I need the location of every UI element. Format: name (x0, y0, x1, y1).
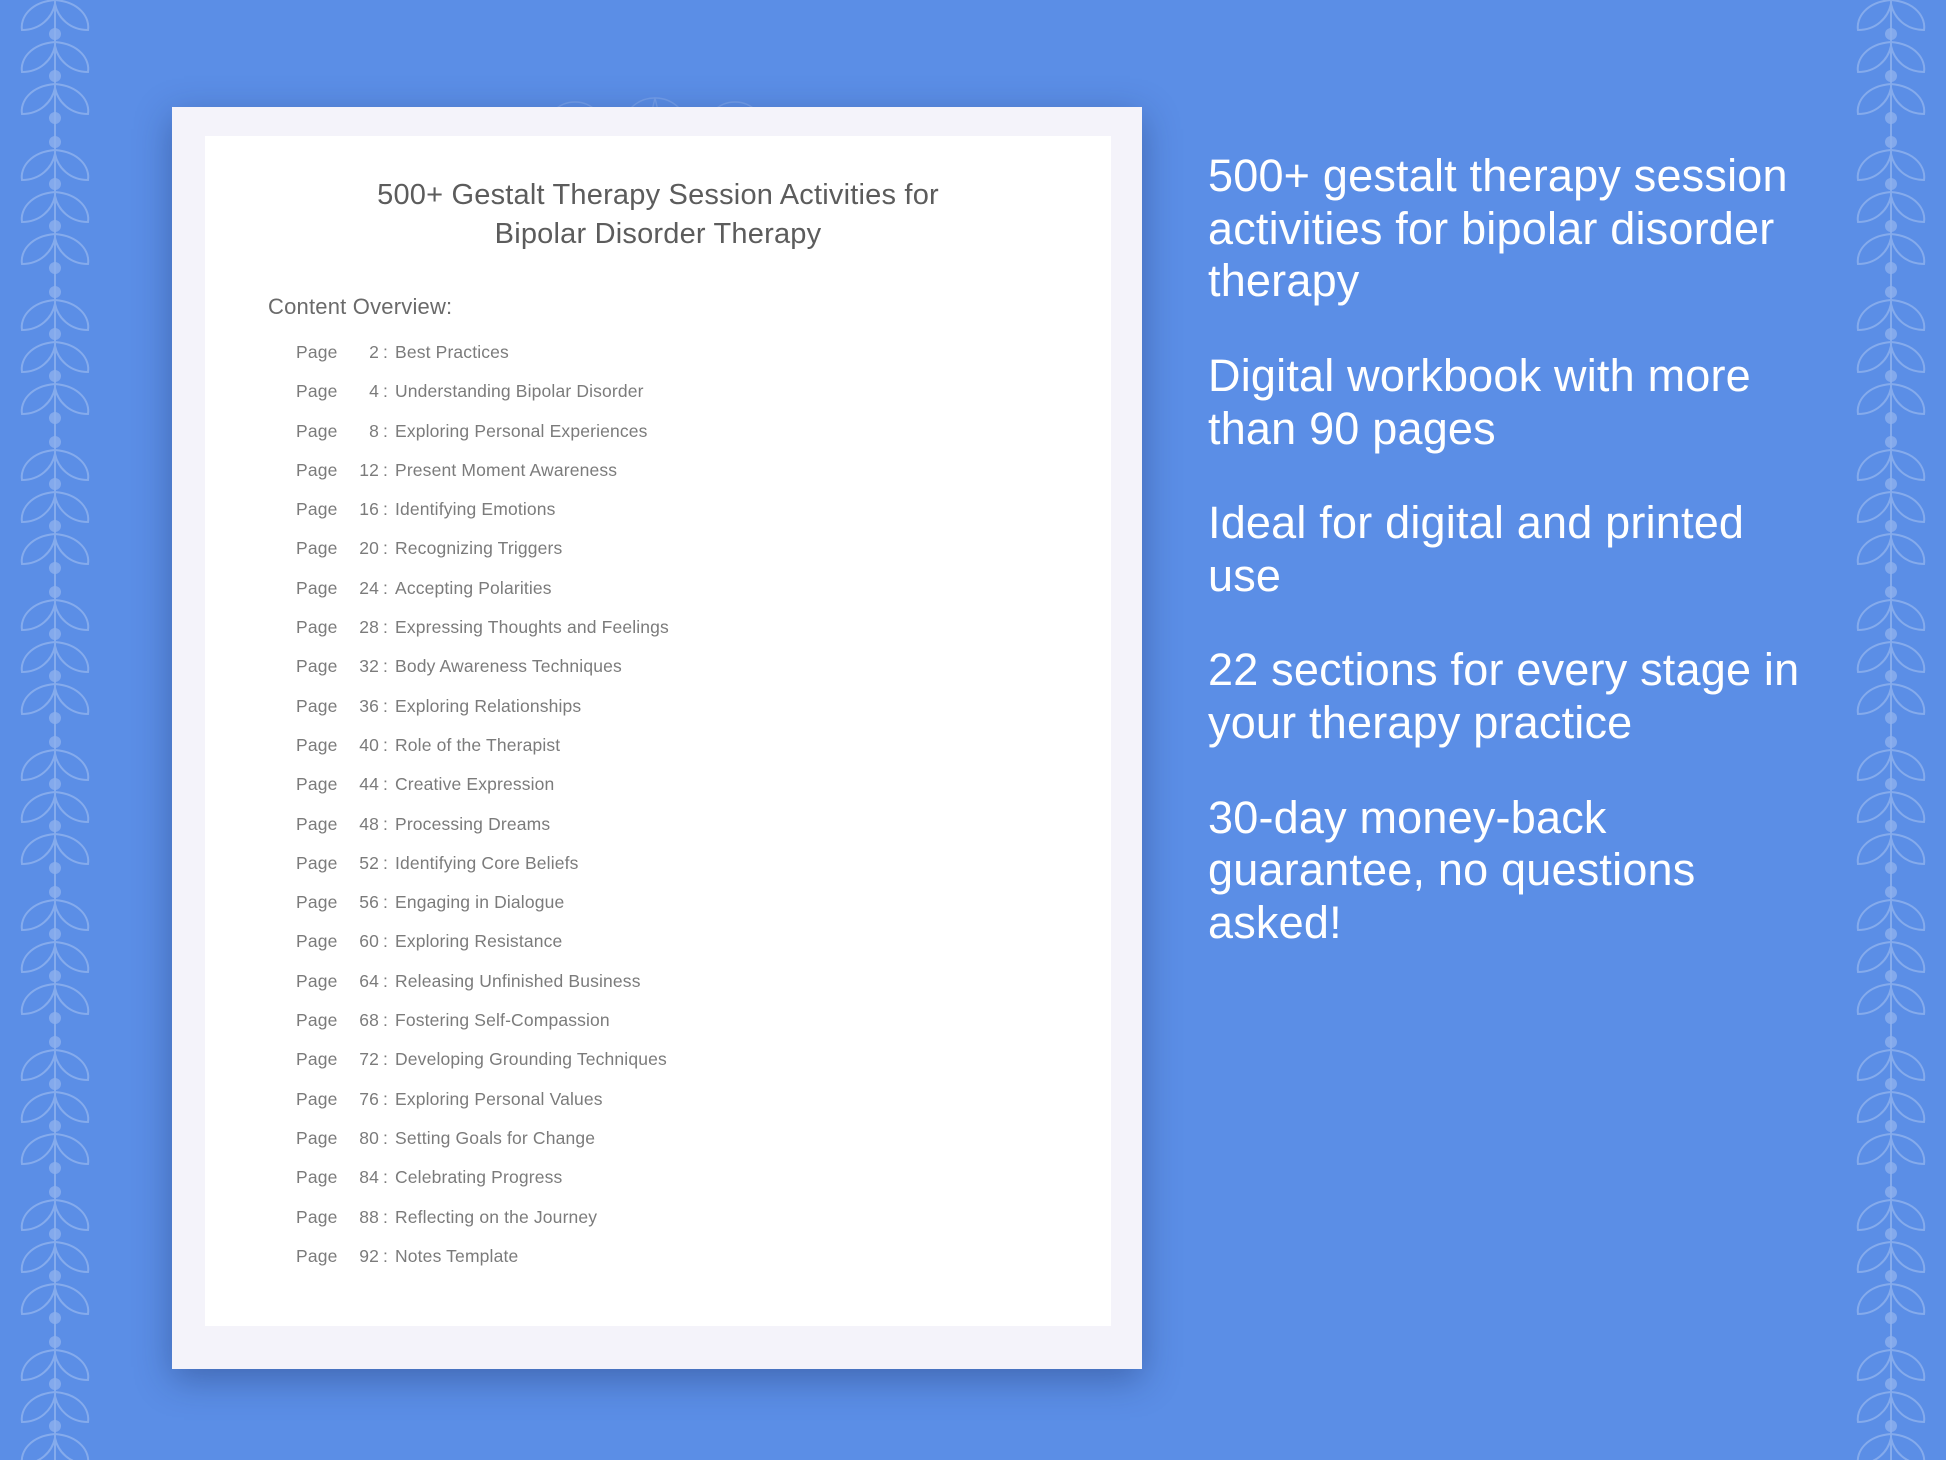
toc-entry-title: Celebrating Progress (395, 1167, 563, 1188)
toc-page-word: Page (296, 695, 338, 716)
page-title (205, 176, 1111, 253)
toc-page-word: Page (296, 381, 338, 402)
toc-entry (296, 421, 1086, 460)
toc-entry-title: Role of the Therapist (395, 734, 561, 755)
toc-page-number: 32 (359, 656, 379, 677)
toc-entry (296, 1246, 1086, 1285)
toc-entry-title: Developing Grounding Techniques (395, 1049, 667, 1070)
toc-page-word: Page (296, 1010, 338, 1031)
toc-entry-title: Identifying Core Beliefs (395, 852, 579, 873)
toc-page-number: 76 (359, 1088, 379, 1109)
toc-colon: : (383, 1245, 389, 1266)
toc-colon: : (383, 656, 389, 677)
toc-page-word: Page (296, 420, 338, 441)
toc-entry-title: Exploring Personal Experiences (395, 420, 648, 441)
floral-sprig (0, 0, 110, 130)
toc-entry (296, 696, 1086, 735)
toc-page-word: Page (296, 813, 338, 834)
toc-entry (296, 656, 1086, 695)
toc-page-number: 88 (359, 1206, 379, 1227)
toc-colon: : (383, 931, 389, 952)
table-of-contents (296, 342, 1086, 1285)
toc-page-number: 72 (359, 1049, 379, 1070)
page-title-line-2: Bipolar Disorder Therapy (494, 217, 822, 250)
toc-entry-title: Best Practices (395, 342, 509, 362)
toc-entry (296, 774, 1086, 813)
toc-entry (296, 1207, 1086, 1246)
toc-colon: : (383, 617, 389, 638)
floral-sprig (0, 1030, 110, 1180)
toc-colon: : (383, 892, 389, 913)
toc-page-word: Page (296, 1127, 338, 1148)
toc-page-number: 64 (359, 970, 379, 991)
toc-page-number: 48 (359, 813, 379, 834)
toc-entry (296, 460, 1086, 499)
toc-page-number: 8 (369, 420, 379, 441)
toc-page-number: 28 (359, 617, 379, 638)
toc-entry-title: Present Moment Awareness (395, 459, 618, 480)
toc-page-number: 12 (359, 459, 379, 480)
floral-sprig (1836, 130, 1946, 280)
marketing-bullet: 500+ gestalt therapy session activities for bipolar disorder therapy (1208, 150, 1788, 307)
toc-colon: : (383, 852, 389, 873)
toc-page-word: Page (296, 459, 338, 480)
toc-colon: : (383, 420, 389, 441)
toc-page-number: 44 (359, 774, 379, 795)
toc-page-number: 20 (359, 538, 379, 559)
toc-page-word: Page (296, 656, 338, 677)
toc-entry-title: Setting Goals for Change (395, 1127, 596, 1148)
toc-colon: : (383, 1206, 389, 1227)
toc-page-number: 60 (359, 931, 379, 952)
toc-page-word: Page (296, 577, 338, 598)
toc-entry-title: Processing Dreams (395, 813, 551, 834)
floral-sprig (0, 280, 110, 430)
toc-page-word: Page (296, 538, 338, 559)
toc-entry (296, 1049, 1086, 1088)
marketing-bullet: 22 sections for every stage in your therapy practice (1208, 644, 1800, 749)
toc-entry-title: Releasing Unfinished Business (395, 970, 641, 991)
toc-colon: : (383, 970, 389, 991)
floral-sprig (1836, 280, 1946, 430)
toc-page-number: 84 (359, 1167, 379, 1188)
toc-entry-title: Body Awareness Techniques (395, 656, 622, 677)
toc-entry-title: Notes Template (395, 1245, 519, 1266)
toc-page-word: Page (296, 852, 338, 873)
toc-colon: : (383, 1049, 389, 1070)
marketing-bullet: Digital workbook with more than 90 pages (1208, 349, 1751, 454)
toc-colon: : (383, 538, 389, 559)
toc-page-word: Page (296, 499, 338, 520)
floral-sprig (1836, 880, 1946, 1030)
toc-page-number: 56 (359, 892, 379, 913)
toc-entry (296, 735, 1086, 774)
toc-page-number: 92 (359, 1245, 379, 1266)
toc-entry-title: Identifying Emotions (395, 499, 556, 520)
toc-entry (296, 499, 1086, 538)
toc-page-number: 2 (369, 342, 379, 362)
toc-entry (296, 1010, 1086, 1049)
floral-sprig (0, 430, 110, 580)
floral-sprig (0, 130, 110, 280)
toc-page-word: Page (296, 1206, 338, 1227)
toc-colon: : (383, 381, 389, 402)
toc-colon: : (383, 1010, 389, 1031)
floral-sprig (1836, 0, 1946, 130)
toc-entry (296, 1128, 1086, 1167)
marketing-bullet: 30-day money-back guarantee, no questions asked! (1208, 791, 1696, 949)
floral-sprig (1836, 1030, 1946, 1180)
floral-sprig (1836, 1180, 1946, 1330)
toc-page-word: Page (296, 970, 338, 991)
toc-page-number: 24 (359, 577, 379, 598)
floral-sprig (1836, 730, 1946, 880)
toc-entry-title: Understanding Bipolar Disorder (395, 381, 644, 402)
floral-sprig (1836, 430, 1946, 580)
toc-page-number: 68 (359, 1010, 379, 1031)
toc-colon: : (383, 1167, 389, 1188)
toc-page-word: Page (296, 617, 338, 638)
toc-page-word: Page (296, 734, 338, 755)
toc-page-number: 36 (359, 695, 379, 716)
toc-page-number: 40 (359, 734, 379, 755)
toc-colon: : (383, 342, 389, 362)
toc-entry (296, 892, 1086, 931)
toc-colon: : (383, 813, 389, 834)
toc-page-word: Page (296, 774, 338, 795)
toc-page-number: 52 (359, 852, 379, 873)
toc-colon: : (383, 734, 389, 755)
floral-sprig (0, 580, 110, 730)
toc-page-word: Page (296, 342, 338, 362)
toc-page-word: Page (296, 1245, 338, 1266)
toc-entry (296, 342, 1086, 381)
toc-entry (296, 578, 1086, 617)
page-title-line-1: 500+ Gestalt Therapy Session Activities for (377, 179, 939, 211)
toc-page-word: Page (296, 1167, 338, 1188)
floral-sprig (0, 1330, 110, 1460)
toc-entry (296, 931, 1086, 970)
toc-entry (296, 538, 1086, 577)
toc-page-word: Page (296, 892, 338, 913)
toc-colon: : (383, 774, 389, 795)
toc-entry (296, 814, 1086, 853)
toc-entry-title: Exploring Relationships (395, 695, 582, 716)
marketing-bullets (1208, 150, 1808, 950)
toc-page-word: Page (296, 1088, 338, 1109)
toc-colon: : (383, 695, 389, 716)
toc-page-number: 80 (359, 1127, 379, 1148)
toc-entry (296, 971, 1086, 1010)
toc-entry (296, 381, 1086, 420)
floral-sprig (1836, 580, 1946, 730)
content-overview-label: Content Overview: (268, 294, 453, 319)
toc-entry-title: Exploring Resistance (395, 931, 563, 952)
toc-entry-title: Exploring Personal Values (395, 1088, 603, 1109)
floral-sprig (0, 1180, 110, 1330)
toc-entry-title: Expressing Thoughts and Feelings (395, 617, 669, 638)
toc-entry-title: Reflecting on the Journey (395, 1206, 598, 1227)
floral-border-left (0, 0, 110, 1460)
toc-entry (296, 853, 1086, 892)
floral-sprig (0, 730, 110, 880)
toc-colon: : (383, 459, 389, 480)
toc-page-number: 4 (369, 381, 379, 402)
toc-page-word: Page (296, 931, 338, 952)
floral-sprig (0, 880, 110, 1030)
toc-entry (296, 1167, 1086, 1206)
toc-colon: : (383, 499, 389, 520)
toc-colon: : (383, 1088, 389, 1109)
toc-entry (296, 617, 1086, 656)
toc-colon: : (383, 577, 389, 598)
marketing-bullet: Ideal for digital and printed use (1208, 497, 1745, 601)
toc-colon: : (383, 1127, 389, 1148)
toc-entry-title: Creative Expression (395, 774, 555, 795)
floral-sprig (1836, 1330, 1946, 1460)
toc-page-number: 16 (359, 499, 379, 520)
toc-entry-title: Accepting Polarities (395, 577, 552, 598)
toc-entry-title: Recognizing Triggers (395, 538, 563, 559)
toc-entry (296, 1089, 1086, 1128)
floral-border-right (1836, 0, 1946, 1460)
toc-page-word: Page (296, 1049, 338, 1070)
toc-entry-title: Fostering Self-Compassion (395, 1010, 610, 1031)
toc-entry-title: Engaging in Dialogue (395, 892, 565, 913)
